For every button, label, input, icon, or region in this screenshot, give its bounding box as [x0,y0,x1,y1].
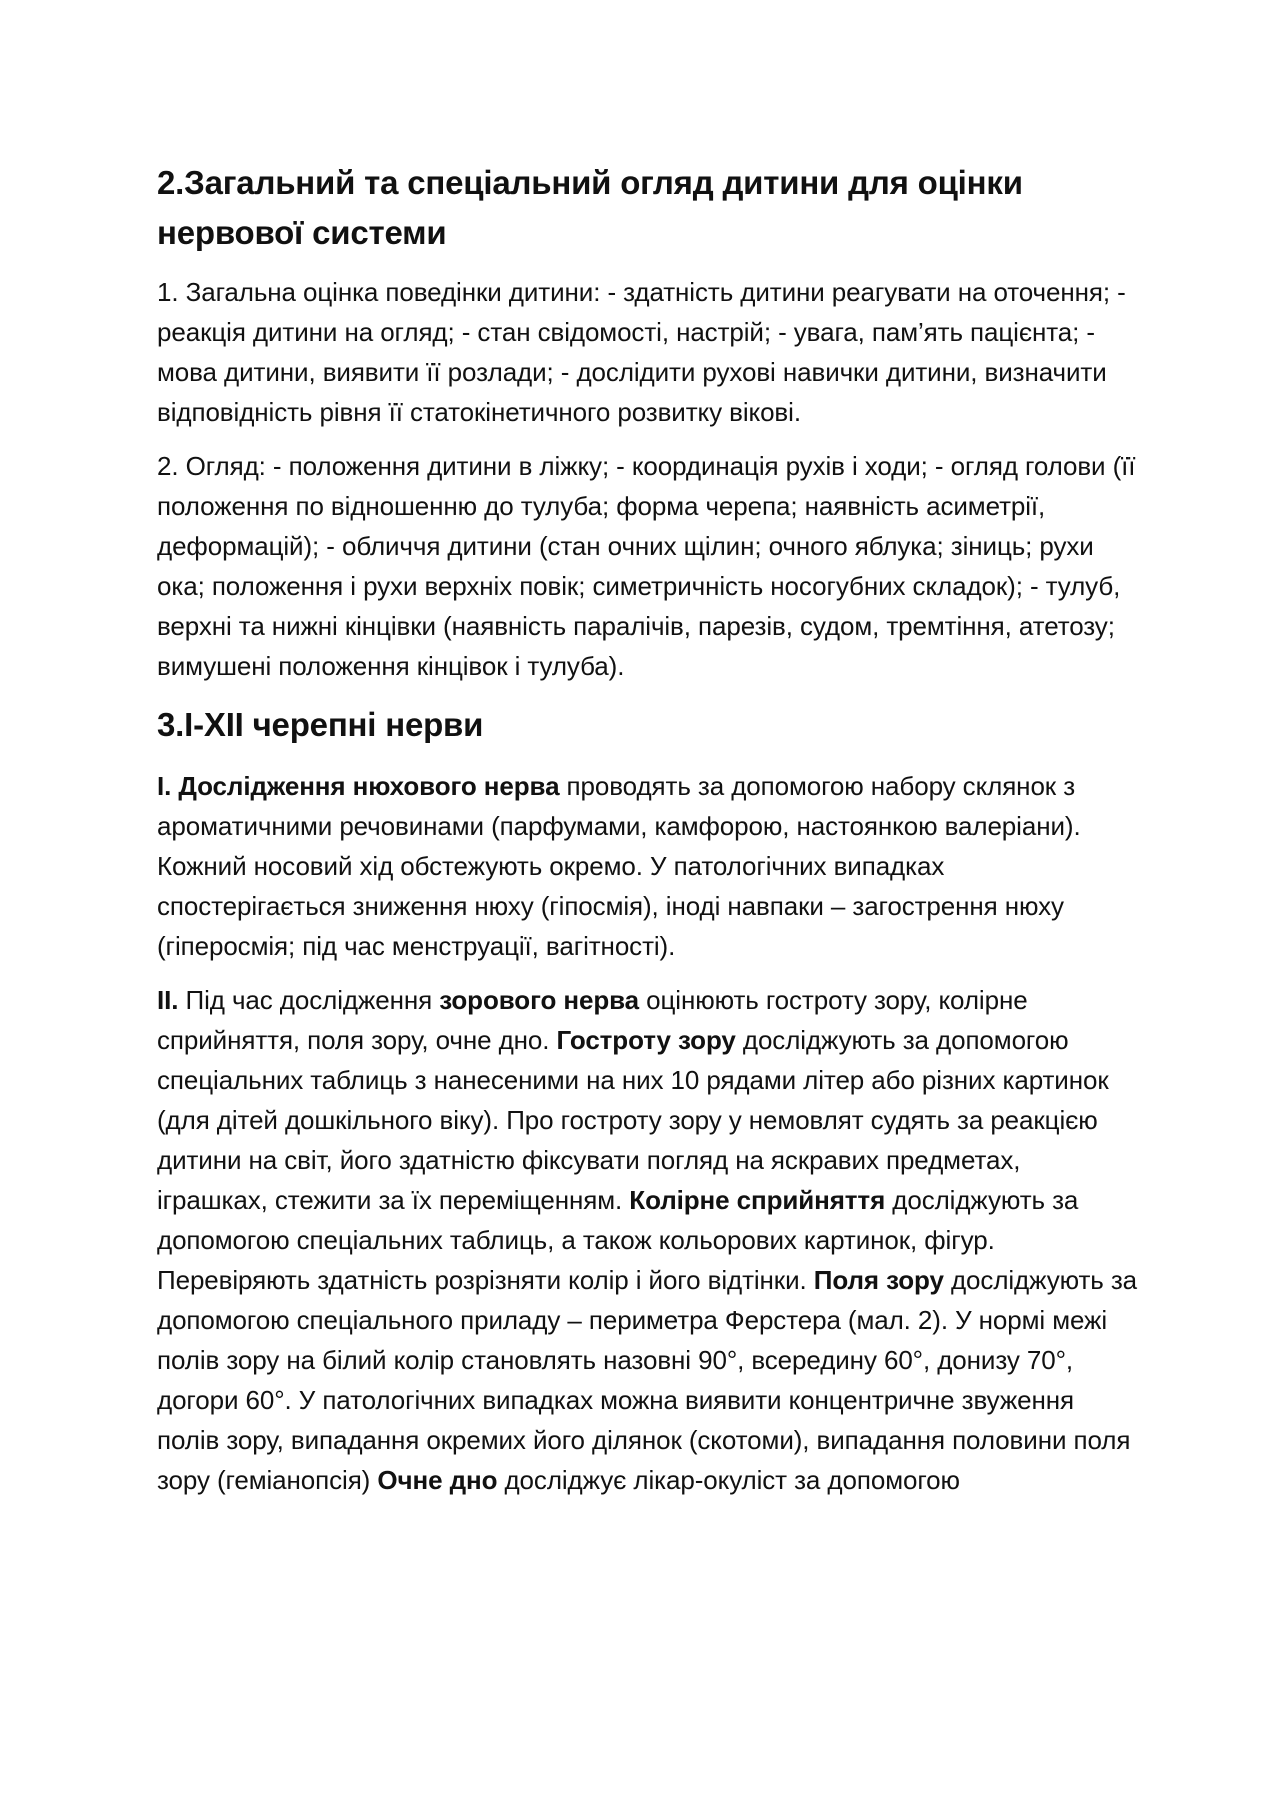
visual-fields-term: Поля зору [813,1265,944,1295]
section-2-heading: 2.Загальний та спеціальний огляд дитини для оцінки нервової системи [157,164,1023,251]
optic-text-4: досліджують за допомогою спеціальних таблиць, а також кольорових картинок, фігур. Перевіряють здатність розрізняти колір і його відтінки. [157,1185,1079,1295]
olfactory-nerve-title: I. Дослідження нюхового нерва [157,771,560,801]
visual-acuity-term: Гостроту зору [556,1025,736,1055]
optic-text-5: досліджують за допомогою спеціального приладу – периметра Ферстера (мал. 2). У нормі межі полів зору на білий колір становлять назовні 90°, всередину 60°, донизу 70°, догори 60°. У патологічних випадках можна виявити концентричне звуження полів зору, випадання окремих його ділянок (скотоми), випадання половини поля зору (геміанопсія) [157,1265,1138,1495]
optic-text-6: досліджує лікар-окуліст за допомогою [497,1465,960,1495]
optic-nerve-numeral: II. [157,985,179,1015]
color-perception-term: Колірне сприйняття [629,1185,886,1215]
optic-text-1: Під час дослідження [178,985,440,1015]
document-page [157,158,1137,1514]
olfactory-nerve-text: проводять за допомогою набору склянок з ароматичними речовинами (парфумами, камфорою, настоянкою валеріани). Кожний носовий хід обстежують окремо. У патологічних випадках спостерігається зниження нюху (гіпосмія), іноді навпаки – загострення нюху (гіперосмія; під час менструації, вагітності). [157,771,1081,961]
optic-nerve-term: зорового нерва [439,985,640,1015]
section-3-heading: 3.I-XII черепні нерви [157,706,484,743]
examination-paragraph: 2. Огляд: - положення дитини в ліжку; - координація рухів і ходи; - огляд голови (її положення по відношенню до тулуба; форма черепа; наявність асиметрії, деформацій); - обличчя дитини (стан очних щілин; очного яблука; зіниць; рухи ока; положення і рухи верхніх повік; симетричність носогубних складок); - тулуб, верхні та нижні кінцівки (наявність паралічів, парезів, судом, тремтіння, атетозу; вимушені положення кінцівок і тулуба). [157,451,1136,681]
general-assessment-paragraph: 1. Загальна оцінка поведінки дитини: - здатність дитини реагувати на оточення; - реакція дитини на огляд; - стан свідомості, настрій; - увага, пам’ять пацієнта; - мова дитини, виявити її розлади; - дослідити рухові навички дитини, визначити відповідність рівня її статокінетичного розвитку вікові. [157,277,1126,427]
fundus-term: Очне дно [377,1465,498,1495]
optic-text-2: оцінюють гостроту зору, колірне сприйняття, поля зору, очне дно. [157,985,1028,1055]
olfactory-nerve-paragraph [157,766,1137,966]
optic-nerve-paragraph [157,980,1137,1500]
optic-text-3: досліджують за допомогою спеціальних таблиць з нанесеними на них 10 рядами літер або різних картинок (для дітей дошкільного віку). Про гостроту зору у немовлят судять за реакцією дитини на світ, його здатністю фіксувати погляд на яскравих предметах, іграшках, стежити за їх переміщенням. [157,1025,1109,1215]
